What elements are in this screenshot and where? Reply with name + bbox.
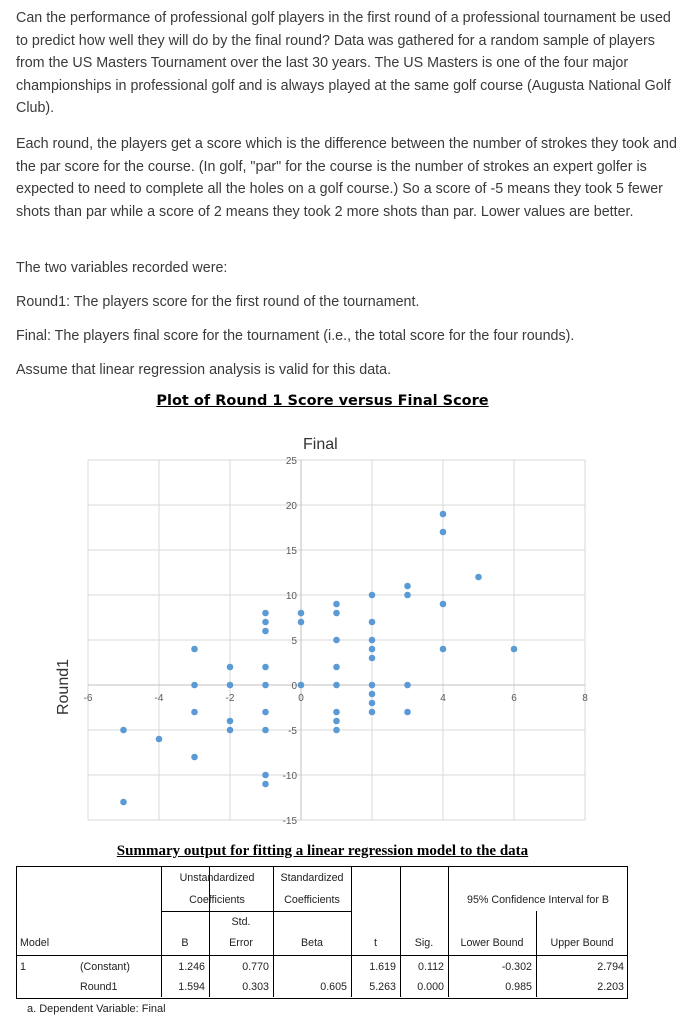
assumption-text: Assume that linear regression analysis is valid for this data. — [16, 362, 392, 378]
y-tick-label: 15 — [285, 546, 297, 557]
y-tick-label: 5 — [291, 636, 297, 647]
header-coefficients-1: Coefficients — [189, 894, 245, 906]
row-constant-t: 1.619 — [369, 961, 396, 973]
data-point — [369, 592, 376, 599]
data-point — [333, 664, 340, 671]
header-model: Model — [20, 937, 50, 949]
header-beta: Beta — [301, 937, 323, 949]
y-tick-label: 20 — [285, 501, 297, 512]
data-point — [404, 682, 411, 689]
data-point — [369, 682, 376, 689]
data-point — [333, 610, 340, 617]
regression-table — [16, 866, 628, 1000]
header-t: t — [374, 937, 377, 949]
row-round1-beta: 0.605 — [320, 981, 347, 993]
data-point — [369, 637, 376, 644]
summary-title: Summary output for fitting a linear regression model to the data — [116, 843, 529, 859]
data-point — [404, 592, 411, 599]
data-point — [298, 610, 305, 617]
data-point — [440, 511, 447, 518]
data-point — [369, 691, 376, 698]
x-tick-label: 8 — [582, 693, 588, 704]
data-point — [333, 727, 340, 734]
data-point — [120, 727, 127, 734]
data-point — [369, 619, 376, 626]
data-point — [333, 682, 340, 689]
row-constant-lower: -0.302 — [501, 961, 532, 973]
data-point — [156, 736, 163, 743]
y-tick-label: -15 — [282, 816, 297, 827]
y-tick-label: -5 — [288, 726, 297, 737]
data-point — [262, 709, 269, 716]
data-point — [369, 709, 376, 716]
row-round1-upper: 2.203 — [597, 981, 624, 993]
data-point — [404, 709, 411, 716]
data-point — [440, 529, 447, 536]
row-constant-label: (Constant) — [80, 961, 130, 973]
y-tick-label: 25 — [285, 456, 297, 467]
y-tick-label: 0 — [291, 681, 297, 692]
header-unstandardized: Unstandardized — [179, 872, 255, 884]
data-point — [262, 682, 269, 689]
data-point — [262, 727, 269, 734]
row-constant-sig: 0.112 — [418, 961, 444, 973]
data-point — [298, 619, 305, 626]
data-point — [191, 682, 198, 689]
data-point — [227, 682, 234, 689]
intro-paragraph: Can the performance of professional golf players in the first round of a professional tournament be used to predict how well they will do by the final round? Data was gathered for a random sample of players from the US Masters Tournament over the last 30 years. The US Masters is one of the four major championships in professional golf and is always played at the same golf course (Augusta National Golf Club). — [16, 10, 671, 116]
data-point — [475, 574, 482, 581]
data-point — [262, 610, 269, 617]
y-axis-label: Final — [303, 436, 338, 453]
header-std-error: Error — [229, 937, 253, 949]
chart-points — [120, 511, 517, 806]
data-point — [227, 727, 234, 734]
x-axis-label: Round1 — [55, 658, 72, 716]
data-point — [404, 583, 411, 590]
row-round1-lower: 0.985 — [505, 981, 532, 993]
x-tick-label: -4 — [154, 693, 164, 704]
data-point — [440, 601, 447, 608]
header-b: B — [181, 937, 189, 949]
data-point — [369, 646, 376, 653]
row-constant-b: 1.246 — [178, 961, 205, 973]
data-point — [440, 646, 447, 653]
data-point — [262, 628, 269, 635]
row-round1-b: 1.594 — [178, 981, 205, 993]
header-lower-bound: Lower Bound — [460, 937, 524, 949]
plot-title: Plot of Round 1 Score versus Final Score — [156, 393, 489, 409]
data-point — [191, 709, 198, 716]
data-point — [333, 718, 340, 725]
row-constant-se: 0.770 — [242, 961, 269, 973]
x-tick-label: 4 — [440, 693, 446, 704]
data-point — [227, 664, 234, 671]
round1-definition: Round1: The players score for the first round of the tournament. — [16, 294, 420, 310]
data-point — [511, 646, 518, 653]
data-point — [262, 664, 269, 671]
data-point — [333, 709, 340, 716]
data-point — [333, 637, 340, 644]
row-round1-label: Round1 — [80, 981, 118, 993]
row-round1-t: 5.263 — [369, 981, 396, 993]
data-point — [262, 772, 269, 779]
data-point — [262, 781, 269, 788]
x-tick-label: 0 — [298, 693, 304, 704]
header-standardized: Standardized — [280, 872, 344, 884]
model-number: 1 — [20, 961, 26, 973]
data-point — [262, 619, 269, 626]
table-footnote: a. Dependent Variable: Final — [27, 1003, 166, 1015]
x-tick-label: -6 — [83, 693, 93, 704]
row-round1-sig: 0.000 — [417, 981, 444, 993]
scoring-paragraph: Each round, the players get a score which is the difference between the number of strokes they took and the par score for the course. (In golf, "par" for the course is the number of strokes an expert golfer is expected to need to complete all the holes on a golf course.) So a score of -5 means they took 5 fewer shots than par while a score of 2 means they took 2 more shots than par. Lower values are better. — [16, 136, 677, 220]
y-tick-label: 10 — [285, 591, 297, 602]
data-point — [227, 718, 234, 725]
y-tick-label: -10 — [282, 771, 297, 782]
data-point — [191, 754, 198, 761]
header-upper-bound: Upper Bound — [550, 937, 614, 949]
header-coefficients-2: Coefficients — [284, 894, 340, 906]
header-std-1: Std. — [231, 916, 251, 928]
x-tick-label: -2 — [225, 693, 235, 704]
x-tick-label: 6 — [511, 693, 517, 704]
header-sig: Sig. — [414, 937, 434, 949]
data-point — [369, 655, 376, 662]
data-point — [333, 601, 340, 608]
final-definition: Final: The players final score for the tournament (i.e., the total score for the four rounds). — [16, 328, 575, 344]
data-point — [298, 682, 305, 689]
row-round1-se: 0.303 — [242, 981, 269, 993]
data-point — [120, 799, 127, 806]
row-constant-upper: 2.794 — [597, 961, 624, 973]
data-point — [369, 700, 376, 707]
data-point — [191, 646, 198, 653]
header-confidence-interval: 95% Confidence Interval for B — [467, 894, 609, 906]
variables-intro: The two variables recorded were: — [16, 260, 228, 276]
